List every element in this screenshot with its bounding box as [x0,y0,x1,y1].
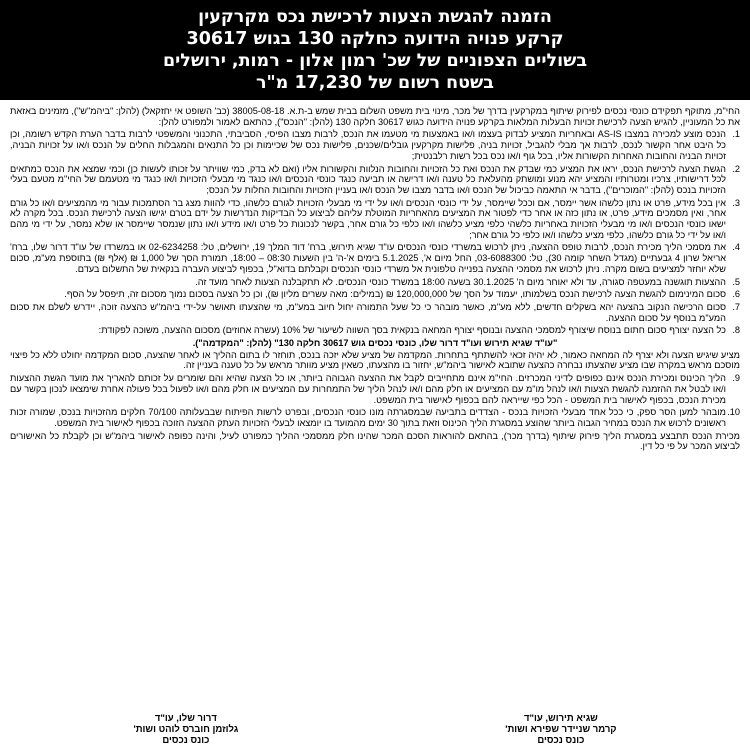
item-number: 7. [732,301,740,312]
list-item [10,325,740,336]
list-item [10,198,740,241]
payee-line: "עו"ד שגיא תירוש ועו"ד דרור שלו, כונסי נכסים גוש 30617 חלקה 130" (להלן: "המקדמה"). [192,338,558,349]
intro-paragraph: החי"מ, מתוקף תפקידם כונסי נכסים לפירוק שיתוף במקרקעין בדרך של מכר, מינוי בית משפט השלום בבית שמש ב-ת.א. 38005-08-18 (כב' השופט אי יחזקאל) (להלן: "ביהמ"ש"), מזמינים באזאת את כל המעוניין, להגיש הצעה לרכישת זכויות הבעלות המלאות בקרקע פנויה הידועה כגוש 30617 חלקה 130 (להלן: "הנכס"), כהתאם לאמור ולמפורט להלן: [10,106,741,127]
list-item [10,407,740,428]
list-item [10,129,740,161]
item-text: סכום הרכישה הנקוב בהצעה יהא בשקלים חדשים, ללא מע"מ, כאשר מובהר כי כל שעל התמורה יחול חיוב במע"מ, מי שהצעתו תאושר על-ידי ביהמ"ש כהצעה זוכה, יידרש לשלם את סכום המע"מ בנוסף על סכום ההצעה. [10,301,726,323]
signer-firm: גלוזמן חוברס לוהט ושות' [133,724,239,735]
list-item [10,164,740,196]
item-text: כל הצעה יצורף סכום חתום בנוסח שיצורף למסמכי ההצעה ובנוסף יצורף המחאה בנקאית בסך השווה לשיעור של 10% (עשרה אחוזים) מסכום ההצעה, משוכה לפקודת: [98,325,726,336]
signer-name: שגיא תירוש, עו"ד [524,713,598,724]
signer-name: דרור שלו, עו"ד [154,713,217,724]
item-number: 8. [732,325,740,336]
item-text: הליך הכינוס ומכירת הנכס אינם כפופים לדיני המכרזים. החי"מ אינם מתחייבים לקבל את ההצעה הגבוהה ביותר, או כל הצעה שהיא והם שומרים על זכותם להאריך את מועד הגשת ההצעות ו/או לבטל את ההזמנה להגשת הצעות ו/או לנהל מו"מ עם המציעים או חלק מהם ו/או לנהל הליך של התמחרות עם המציעים או חלק מהם ו/או לפעול בכל פעולה אחרת שימצאו לנכון בקשר עם מכירת הנכס, בכפוף לאישור בית המשפט - הכל כפי שייראה להם בכפוף לאישור בית המשפט. [10,373,726,405]
list-item [10,373,740,405]
list-item [10,242,740,274]
list-item [10,277,740,288]
item-number: 5. [732,276,740,287]
signer-role: כונס נכסים [162,735,210,746]
item-text: מובהר למען הסר ספק, כי ככל אחד מבעלי הזכויות בנכס - הצדדים בתביעה שבמסגרתה מונו כונסי הנכסים, ובפרט לרשות הפיתוח שבבעלותה 70/100 חלקים מהזכויות בנכס, שמורה זכות ראשונים לרכוש את הנכס במחיר הגבוה ביותר שהוצע במסגרת הליך הכינוס וזאת בתוך 30 ימים מהמועד בו יומצאו לבעלי הזכויות העתק ההצעה הזוכה בכפוף לאישור בית המשפט. [10,407,726,428]
item-number: 6. [732,289,740,300]
closing-paragraph: מכירת הנכס תתבצע במסגרת הליך פירוק שיתוף (בדרך מכר), בהתאם להוראות הסכם המכר שהינו חלק ממסמכי ההליך כמפורט לעיל, והינה כפופה לאישור ביהמ"ש וכן לקבלת כל האישורים לביצוע המכר על פי כל דין. [10,430,740,452]
item-text: הנכס מוצע למכירה במצבו AS-IS ובאחריות המציע לבדוק בעצמו ו/או באמצעות מי מטעמו את הנכס, לרבות מצבו הפיסי, הסביבתי, התכנוני והמשפטי לרבות בדבר הערת הקדש רשומה, וכן כל היבט אחר הקשור לנכס, לרבות אך מבלי להגביל, זכויות בניה, פלישות מקרקעין גובלים/שכנים, פלישות נכס של שכיימות וכן כל התנאים והמגבלות החלים על הנכס ו/או על זכויות הבניה, זכויות הבניה והחובות האחרות הקשורות אליו, בכל גוף ו/או נכס בכל רשות רלבנטית; [10,129,726,161]
list-item [10,302,740,323]
item-number: 9. [732,373,740,384]
item-text: ההצעות תוגשנה במעטפה סגורה, עד ולא יאוחר מיום ה' 30.1.2025 בשעה 18:00 במשרד כונסי הנכסים. לא תתקבלנה הצעות לאחר מועד זה. [195,276,726,287]
notice-body [0,100,750,452]
notice-header [0,0,750,100]
item-number: 10. [727,407,740,418]
item-number: 3. [732,197,740,208]
item-text: סכום המינימום להגשת הצעה לרכישת הנכס בשלמותו, יעמוד על הסך של 120,000,000 ₪ (במילים: מאה עשרים מליון ₪), וכן כל הצעה בסכום נמוך מסכום זה, תיפסל על הסף. [64,289,726,300]
header-line-1: הזמנה להגשת הצעות לרכישת נכס מקרקעין [198,7,552,27]
header-line-3: בשוליים הצפוניים של שכ' רמון אלון - רמות, ירושלים [162,51,588,71]
signature-left [133,713,238,746]
item-number: 1. [732,129,740,140]
header-line-2: קרקע פנויה הידועה כחלקה 130 בגוש 30617 [186,29,564,49]
signature-block [0,713,750,746]
item-8-continuation: מציע שיגיש הצעה ולא יצרף לה המחאה כאמור, לא יהיה זכאי להשתתף בתחרות. המקדמה של מציע שלא יזכה בנכס, תוחזר לו בתום ההליך או לאחר שהצעה, סכום המקדמה יחולט ללא כל פיצוי מוסכם מראש במקרה שבו מציע שהצעתו נבחרה כהצעה שתובא לאישור ביהמ"ש, יחזור בו מהצעתו, כשאין מציע מוותר מראש על כל טענה בעניין זה. [10,349,740,371]
header-line-4: בשטח רשום של 17,230 מ"ר [256,73,494,93]
signature-right [505,713,616,746]
item-text: הגשת הצעה לרכישת הנכס, יראו את המציע כמי שבדק את הנכס ואת כל הזכויות והחובות הנלוות והקשורות אליו (ואם לא בדק, כמי שוויתר על זכותו לעשות כן) וכמי שמצא את הנכס כמתאים לכל דרישותיו, צרכיו ומטרותיו והמציע יהא מנוע ומושתק מהעלאת כל טענה ו/או דרישה או תביעה כנגד כונסי הנכסים ו/או כנגד מי מבעלי הזכויות ו/או כנגד מי מטעמם של החי"מ מטעם בעלי הזכויות בנכס (להלן: "המוכרים"), בדבר אי התאמה כביכול של הנכס ו/או בדבר מצבו של הנכס ו/או בעניין הזכויות והחובות החלות על הנכס; [10,163,726,195]
item-number: 2. [732,163,740,174]
list-item [10,289,740,300]
signer-firm: קרמר שניידר שפירא ושות' [505,724,617,735]
item-text: אין בכל מידע, פרט או נתון כלשהו אשר יימסר, אם וככל שיימסר, על ידי כונסי הנכסים ו/או על ידי מי מבעלי הזכויות לגורם כלשהו, כדי להוות מצג בר הסתמכות עבור מי מהמציעים ו/או כל גורם אחר, ואין מסמכים מידע, פרט, או נתון כזה או אחר כדי לפטור את המציעים מהאחריות המוטלת עליהם לביצוע כל הבדיקות הנדרשות על ידם בטרם יגישו הצעה לרכישת הנכס. בכל מקרה לא ישאו כונסי הנכסים ו/או מי מבעלי הזכויות באחריות כלשהי כלפי מציע כלשהו ו/או כלפי כל גורם אחר, בקשר לנכונות כל פרט ו/או מידע ו/או נתון שנמסר שיימסר או שלא נמסר, על ידי מי מהם ו/או על ידי כל גורם כלשהו, כלפי מציע כלשהו ו/או כלפי כל גורם אחר; [10,197,726,240]
signer-role: כונס נכסים [537,735,585,746]
item-number: 4. [732,242,740,253]
item-text: את מסמכי הליך מכירת הנכס, לרבות טופס ההצעה, ניתן לרכוש במשרדי כונסי הנכסים עו"ד שגיא תירוש, ברח' דוד המלך 19, ירושלים, טל: 02-6234258 או במשרדו של עו"ד דרור שלו, ברח' אריאל שרון 4 גבעתיים (מגדל השחר קומה 30), טל: 03-6088300, החל מיום א', 5.1.2025 בימים א'-ה' בין השעות 08:30 – 18:00, תמורת הסך של 1,000 ₪ (אלף ₪) בתוספת מע"מ, סכום שלא יוחזר למציעים בשום מקרה. ניתן לרכוש את מסמכי ההצעה בפנייה טלפונית אל משרדי כונסי הנכסים וקבלתם בדוא"ל, בכפוף לביצוע העברה בנקאית של התשלום בעדם. [10,242,727,274]
